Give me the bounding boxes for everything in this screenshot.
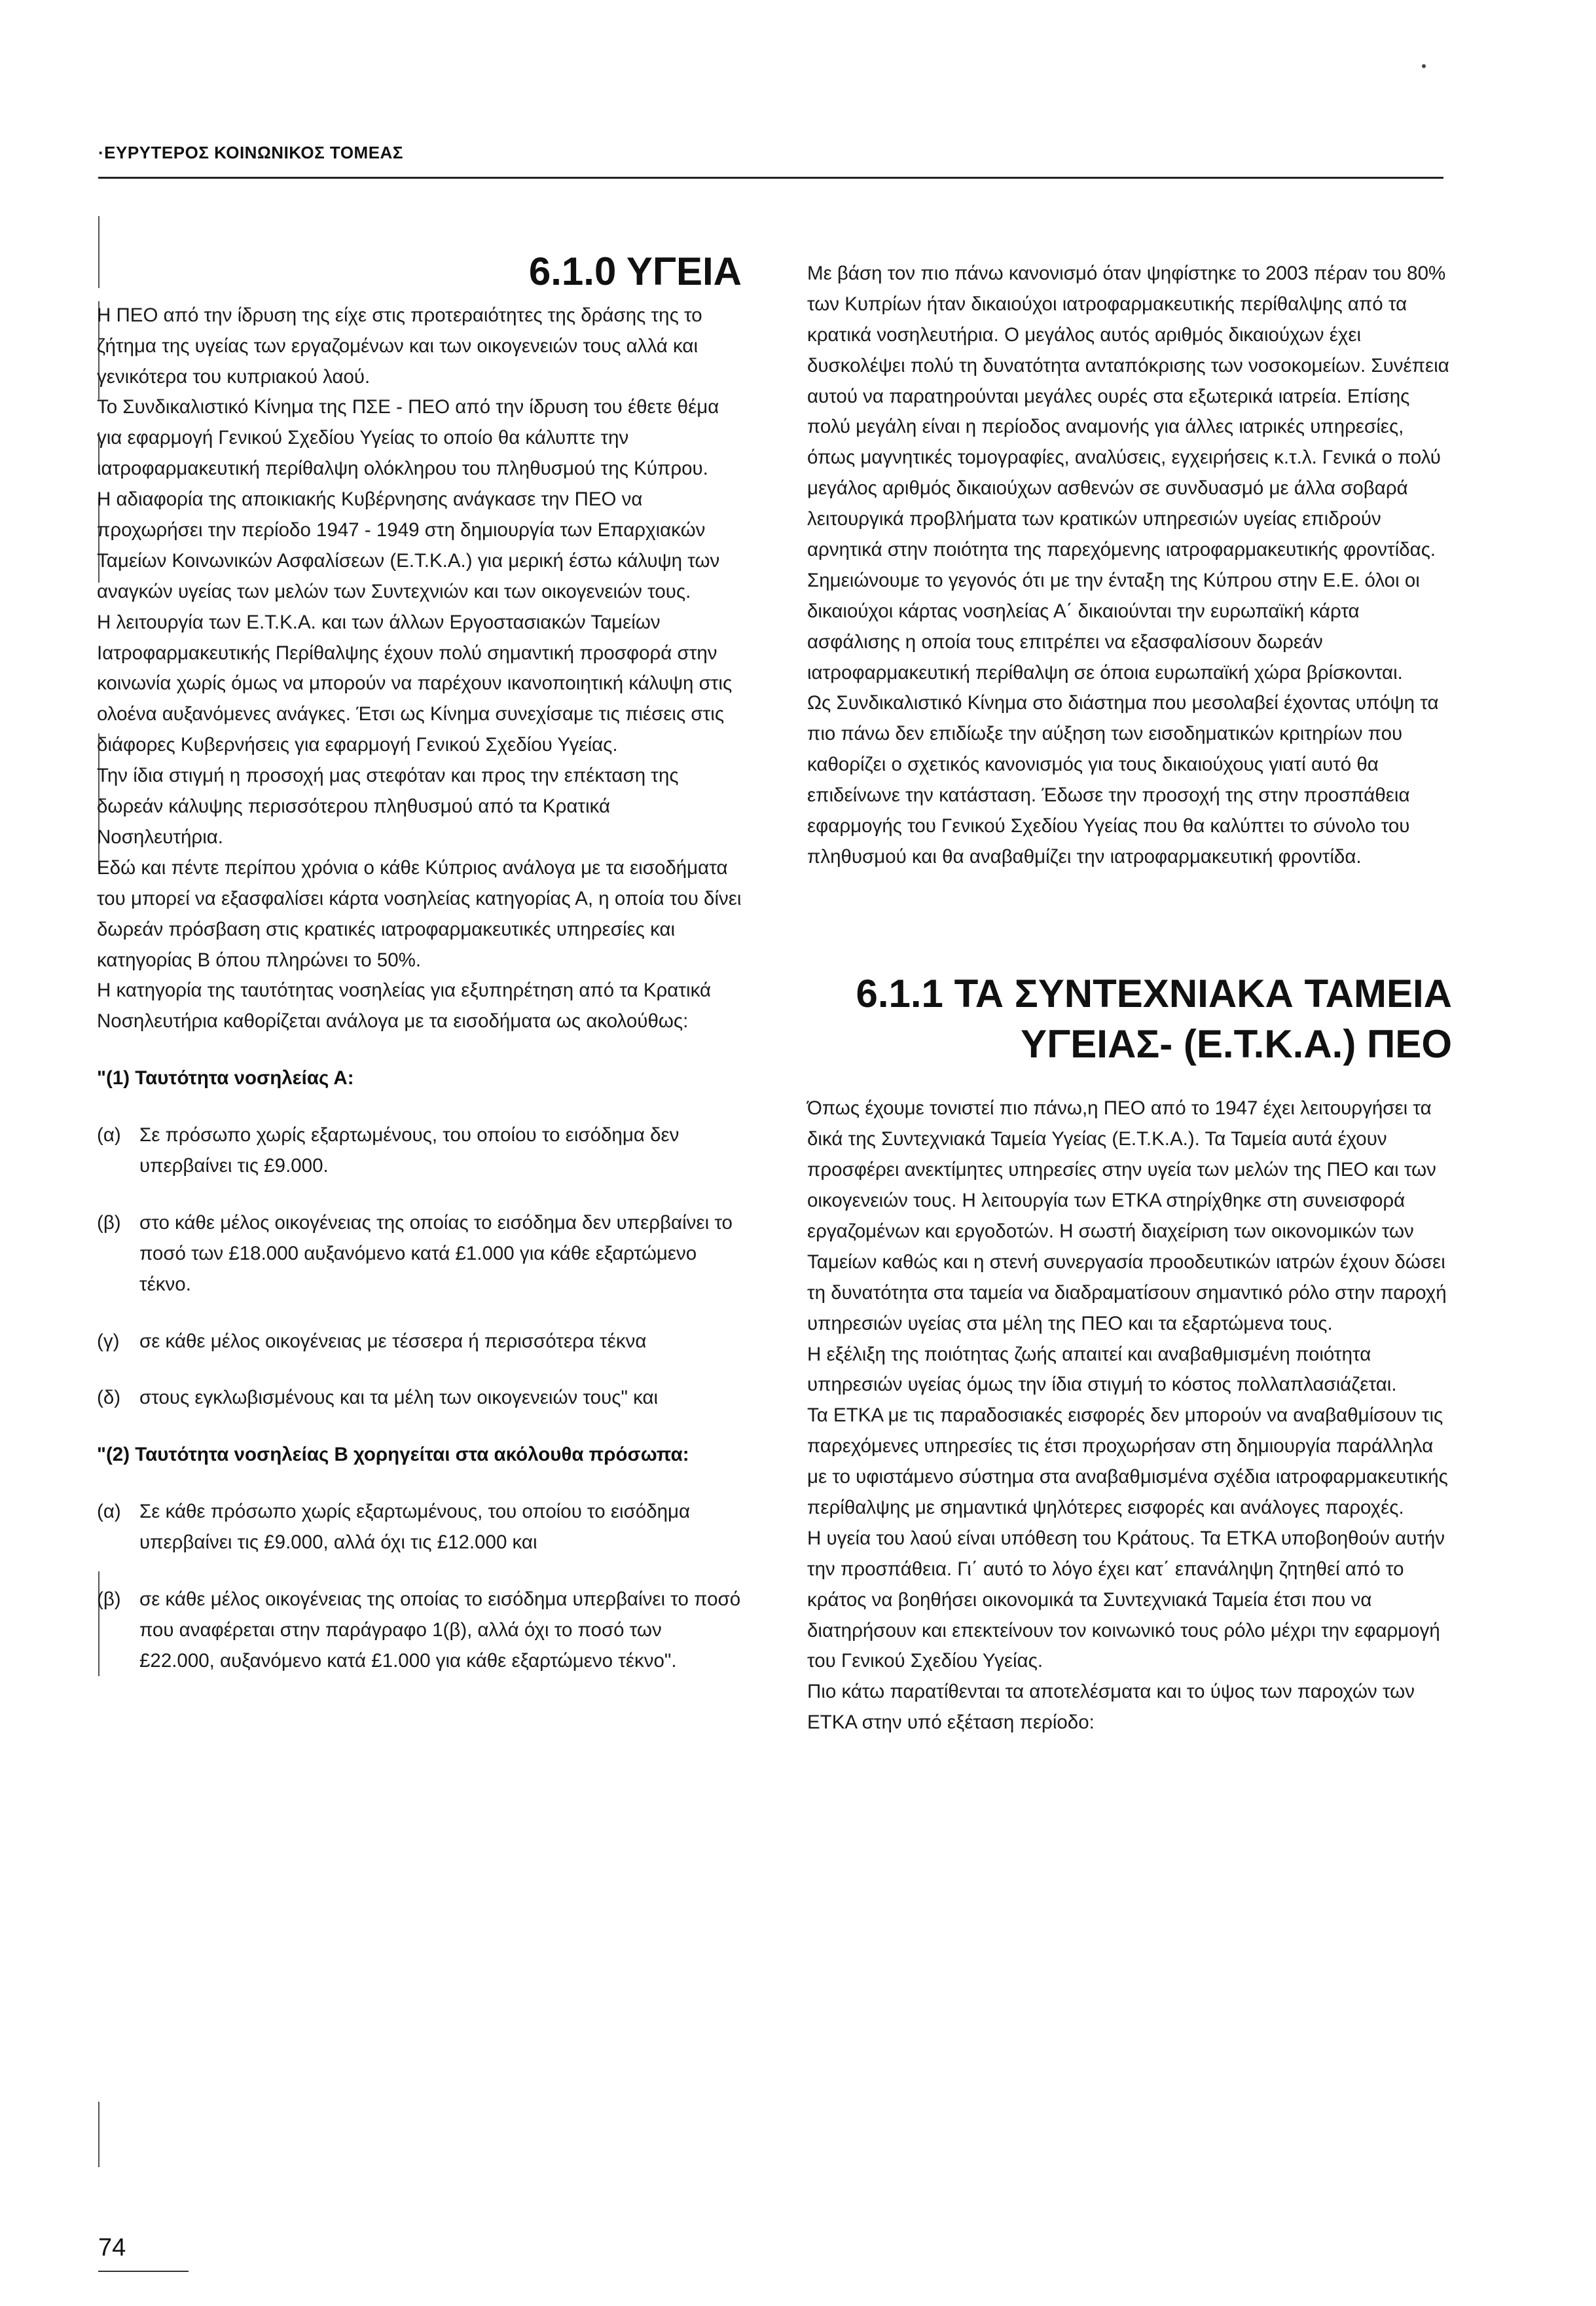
list-item-text: σε κάθε μέλος οικογένειας της οποίας το εισόδημα υπερβαίνει το ποσό που αναφέρεται στην παράγραφο 1(β), αλλά όχι το ποσό των £22.000, αυξανόμενο κατά £1.000 για κάθε εξαρτώμενο τέκνο". — [139, 1588, 741, 1672]
paragraph: Με βάση τον πιο πάνω κανονισμό όταν ψηφίστηκε το 2003 πέραν του 80% των Κυπρίων ήταν δικαιούχοι ιατροφαρμακευτικής περίθαλψης από τα κρατικά νοσηλευτήρια. Ο μεγάλος αυτός αριθμός δικαιούχων έχει δυσκολέψει πολύ τη δυνατότητα ανταπόκρισης των νοσοκομείων. Συνέπεια αυτού να παρατηρούνται μεγάλες ουρές στα εξωτερικά ιατρεία. Επίσης πολύ μεγάλη είναι η περίοδος αναμονής για άλλες ιατρικές υπηρεσίες, όπως μαγνητικές τομογραφίες, αναλύσεις, εγχειρήσεις κ.τ.λ. Γενικά ο πολύ μεγάλος αριθμός δικαιούχων ασθενών σε συνδυασμό με άλλα σοβαρά λειτουργικά προβλήματα των κρατικών υπηρεσιών υγείας επιδρούν αρνητικά στην ποιότητα της παρεχόμενης ιατροφαρμακευτικής φροντίδας. — [807, 263, 1449, 561]
paragraph: Η λειτουργία των Ε.Τ.Κ.Α. και των άλλων Εργοστασιακών Ταμείων Ιατροφαρμακευτικής Περίθαλψης έχουν πολύ σημαντική προσφορά στην κοινωνία χωρίς όμως να μπορούν να παρέχουν ικανοποιητική κάλυψη στις ολοένα αυξανόμενες ανάγκες. Έτσι ως Κίνημα συνεχίσαμε τις πιέσεις στις διάφορες Κυβερνήσεις για εφαρμογή Γενικού Σχεδίου Υγείας. — [97, 611, 733, 756]
category-a-heading: "(1) Ταυτότητα νοσηλείας Α: — [97, 1067, 354, 1089]
category-b-list — [97, 1497, 742, 1676]
list-item-text: στο κάθε μέλος οικογένειας της οποίας το εισόδημα δεν υπερβαίνει το ποσό των £18.000 αυξανόμενο κατά £1.000 για κάθε εξαρτώμενο τέκνο. — [139, 1211, 733, 1295]
right-column — [807, 259, 1452, 1738]
left-column — [97, 249, 742, 1677]
paragraph: Τα ΕΤΚΑ με τις παραδοσιακές εισφορές δεν μπορούν να αναβαθμίσουν τις παρεχόμενες υπηρεσίες τις έτσι προχωρήσαν στη δημιουργία παράλληλα με το υφιστάμενο σύστημα στα αναβαθμισμένα σχέδια ιατροφαρμακευτικής περίθαλψης με σημαντικά ψηλότερες εισφορές και ανάλογες παροχές. — [807, 1404, 1448, 1518]
list-item-label: (β) — [97, 1588, 121, 1610]
list-item — [97, 1120, 742, 1182]
list-item-text: σε κάθε μέλος οικογένειας με τέσσερα ή περισσότερα τέκνα — [139, 1330, 647, 1352]
list-item — [97, 1383, 742, 1414]
list-item — [97, 1327, 742, 1357]
list-item — [97, 1497, 742, 1558]
list-item — [97, 1208, 742, 1300]
paragraph: Η αδιαφορία της αποικιακής Κυβέρνησης ανάγκασε την ΠΕΟ να προχωρήσει την περίοδο 1947 - 1949 στη δημιουργία των Επαρχιακών Ταμείων Κοινωνικών Ασφαλίσεων (Ε.Τ.Κ.Α.) για μερική έστω κάλυψη των αναγκών υγείας των μελών των Συντεχνιών και των οικογενειών τους. — [97, 488, 720, 602]
section-title-health: 6.1.0 ΥΓΕΙΑ — [528, 249, 742, 293]
paragraph: Εδώ και πέντε περίπου χρόνια ο κάθε Κύπριος ανάλογα με τα εισοδήματα του μπορεί να εξασφαλίσει κάρτα νοσηλείας κατηγορίας Α, η οποία του δίνει δωρεάν πρόσβαση στις κρατικές ιατροφαρμακευτικές υπηρεσίες και κατηγορίας Β όπου πληρώνει το 50%. — [97, 856, 742, 971]
list-item-text: Σε πρόσωπο χωρίς εξαρτωμένους, του οποίου το εισόδημα δεν υπερβαίνει τις £9.000. — [139, 1124, 680, 1177]
paragraph: Πιο κάτω παρατίθενται τα αποτελέσματα και το ύψος των παροχών των ΕΤΚΑ στην υπό εξέταση περίοδο: — [807, 1681, 1415, 1734]
category-a-list — [97, 1120, 742, 1414]
paragraph: Όπως έχουμε τονιστεί πιο πάνω,η ΠΕΟ από το 1947 έχει λειτουργήσει τα δικά της Συντεχνιακά Ταμεία Υγείας (Ε.Τ.Κ.Α.). Τα Ταμεία αυτά έχουν προσφέρει ανεκτίμητες υπηρεσίες στην υγεία των μελών της ΠΕΟ και των οικογενειών τους. Η λειτουργία των ΕΤΚΑ στηρίχθηκε στη συνεισφορά εργαζομένων και εργοδοτών. Η σωστή διαχείριση των οικονομικών των Ταμείων καθώς και η στενή συνεργασία προοδευτικών ιατρών έχουν δώσει τη δυνατότητα στα ταμεία να διαδραματίσουν σημαντικό ρόλο στην παροχή υπηρεσιών υγείας στα μέλη της ΠΕΟ και τα εξαρτώμενα τους. — [807, 1097, 1447, 1334]
list-item-label: (β) — [97, 1211, 121, 1234]
list-item-label: (γ) — [97, 1330, 120, 1352]
list-item-text: Σε κάθε πρόσωπο χωρίς εξαρτωμένους, του οποίου το εισόδημα υπερβαίνει τις £9.000, αλλά όχι τις £12.000 και — [139, 1501, 691, 1554]
paragraph: Την ίδια στιγμή η προσοχή μας στεφόταν και προς την επέκταση της δωρεάν κάλυψης περισσότερου πληθυσμού από τα Κρατικά Νοσηλευτήρια. — [97, 765, 679, 848]
paragraph: Ως Συνδικαλιστικό Κίνημα στο διάστημα που μεσολαβεί έχοντας υπόψη τα πιο πάνω δεν επιδίωξε την αύξηση των εισοδηματικών κριτηρίων που καθορίζει ο σχετικός κανονισμός για τους δικαιούχους γιατί αυτό θα επιδείνωνε την κατάσταση. Έδωσε την προσοχή της στην προσπάθεια εφαρμογής του Γενικού Σχεδίου Υγείας που θα καλύπτει το σύνολο του πληθυσμού και θα αναβαθμίζει την ιατροφαρμακευτική φροντίδα. — [807, 692, 1439, 868]
section-title-line: ΥΓΕΙΑΣ- (Ε.Τ.Κ.Α.) ΠΕΟ — [1021, 1021, 1452, 1066]
paragraph: Η κατηγορία της ταυτότητας νοσηλείας για εξυπηρέτηση από τα Κρατικά Νοσηλευτήρια καθορίζεται ανάλογα με τα εισοδήματα ως ακολούθως: — [97, 979, 712, 1033]
section-title-line: 6.1.1 ΤΑ ΣΥΝΤΕΧΝΙΑΚΑ ΤΑΜΕΙΑ — [856, 971, 1452, 1016]
page-number: 74 — [98, 2234, 126, 2261]
running-header: ·ΕΥΡΥΤΕΡΟΣ ΚΟΙΝΩΝΙΚΟΣ ΤΟΜΕΑΣ — [98, 143, 403, 162]
list-item-text: στους εγκλωβισμένους και τα μέλη των οικογενειών τους" και — [139, 1387, 659, 1409]
margin-rule — [98, 2102, 100, 2167]
list-item — [97, 1584, 742, 1677]
paragraph: Το Συνδικαλιστικό Κίνημα της ΠΣΕ - ΠΕΟ από την ίδρυση του έθετε θέμα για εφαρμογή Γενικού Σχεδίου Υγείας το οποίο θα κάλυπτε την ιατροφαρμακευτική περίθαλψη ολόκληρου του πληθυσμού της Κύπρου. — [97, 396, 719, 480]
scan-speck — [1422, 64, 1426, 68]
paragraph: Η υγεία του λαού είναι υπόθεση του Κράτους. Τα ΕΤΚΑ υποβοηθούν αυτήν την προσπάθεια. Γι΄ αυτό το λόγο έχει κατ΄ επανάληψη ζητηθεί από το κράτος να βοηθήσει οικονομικά τα Συντεχνιακά Ταμεία έτσι που να διατηρήσουν και επεκτείνουν τον κοινωνικό τους ρόλο μέχρι την εφαρμογή του Γενικού Σχεδίου Υγείας. — [807, 1527, 1445, 1672]
paragraph: Σημειώνουμε το γεγονός ότι με την ένταξη της Κύπρου στην Ε.Ε. όλοι οι δικαιούχοι κάρτας νοσηλείας Α΄ δικαιούνται την ευρωπαϊκή κάρτα ασφάλισης η οποία τους επιτρέπει να εξασφαλίσουν δωρεάν ιατροφαρμακευτική περίθαλψη σε όποια ευρωπαϊκή χώρα βρίσκονται. — [807, 569, 1420, 684]
page-number-rule — [98, 2271, 189, 2272]
list-item-label: (α) — [97, 1124, 121, 1146]
section-title-union-funds — [807, 971, 1452, 1068]
category-b-heading: "(2) Ταυτότητα νοσηλείας Β χορηγείται στα ακόλουθα πρόσωπα: — [97, 1444, 689, 1466]
paragraph: Η ΠΕΟ από την ίδρυση της είχε στις προτεραιότητες της δράσης της το ζήτημα της υγείας των εργαζομένων και των οικογενειών τους αλλά και γενικότερα του κυπριακού λαού. — [97, 304, 702, 388]
list-item-label: (α) — [97, 1501, 121, 1523]
paragraph: Η εξέλιξη της ποιότητας ζωής απαιτεί και αναβαθμισμένη ποιότητα υπηρεσιών υγείας όμως την ίδια στιγμή το κόστος πολλαπλασιάζεται. — [807, 1343, 1397, 1396]
header-rule — [98, 177, 1443, 179]
list-item-label: (δ) — [97, 1387, 121, 1409]
